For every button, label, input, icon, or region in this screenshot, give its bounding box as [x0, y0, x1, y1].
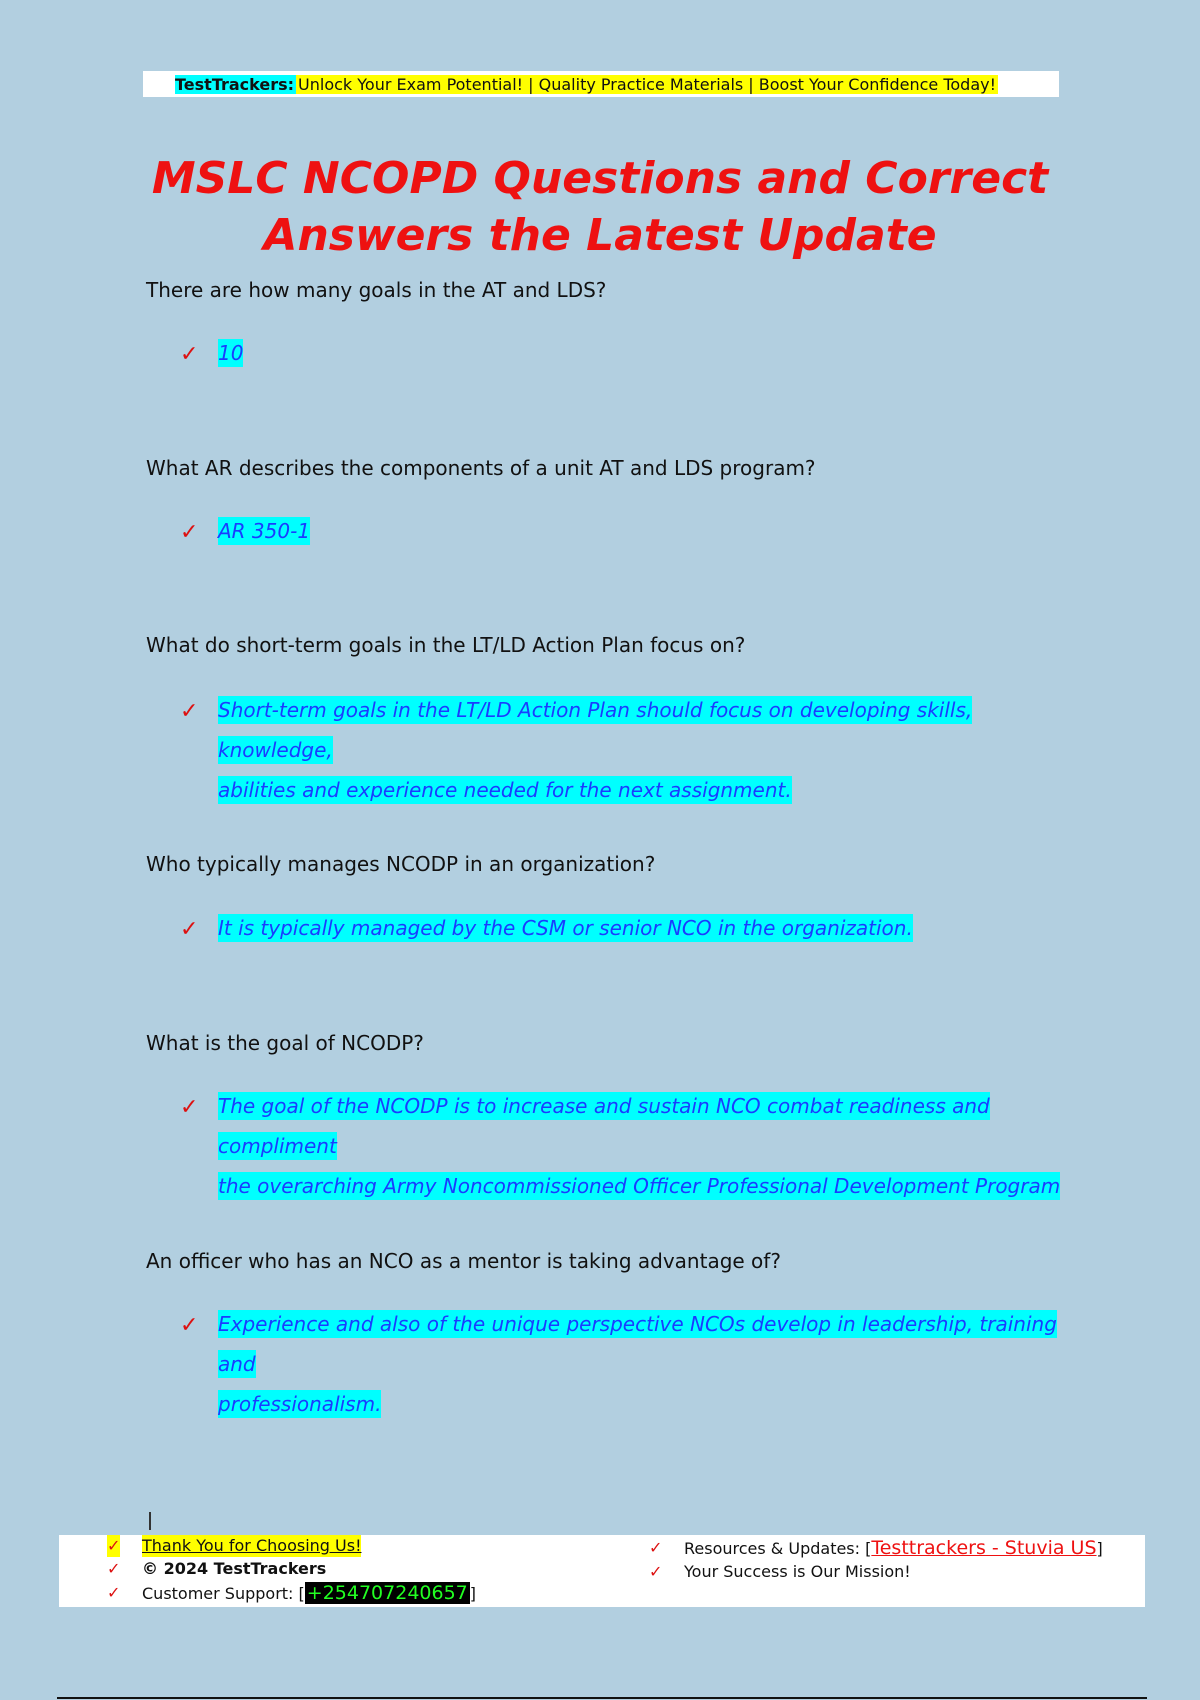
support-phone[interactable]: +254707240657 [306, 1582, 468, 1604]
check-mark-icon: ✓ [107, 1583, 121, 1602]
banner-brand: TestTrackers: [175, 74, 295, 94]
text-cursor [149, 1512, 151, 1530]
check-mark-icon: ✓ [649, 1538, 663, 1557]
check-mark-icon: ✓ [107, 1559, 121, 1578]
answer-6-line-2: professionalism. [218, 1392, 382, 1416]
question-6: An officer who has an NCO as a mentor is taking advantage of? [146, 1249, 781, 1273]
check-mark-icon: ✓ [180, 699, 199, 724]
answer-3-line-1: Short-term goals in the LT/LD Action Plan should focus on developing skills, knowledge, [218, 698, 973, 762]
page-title [100, 150, 1100, 264]
check-mark-icon: ✓ [180, 917, 199, 942]
footer: ✓ Thank You for Choosing Us! ✓ © 2024 TestTrackers ✓ Customer Support: [ +254707240657 ] ✓ Resources & Updates: [Testtrackers - Stuvia US] ✓ Your Success is Our Mission! [59, 1535, 1145, 1607]
question-5: What is the goal of NCODP? [146, 1031, 424, 1055]
check-mark-icon: ✓ [107, 1536, 121, 1555]
check-mark-icon: ✓ [180, 520, 199, 545]
question-4: Who typically manages NCODP in an organization? [146, 852, 656, 876]
check-mark-icon: ✓ [180, 1095, 199, 1120]
check-mark-icon: ✓ [180, 342, 199, 367]
question-1: There are how many goals in the AT and LDS? [146, 278, 607, 302]
check-mark-icon: ✓ [180, 1313, 199, 1338]
answer-5-line-1: The goal of the NCODP is to increase and sustain NCO combat readiness and compliment [218, 1094, 990, 1158]
answer-2-line-1: AR 350-1 [218, 519, 311, 543]
page-title-line-1: MSLC NCOPD Questions and Correct [151, 153, 1049, 204]
page-divider [57, 1697, 1147, 1699]
answer-1-line-1: 10 [218, 341, 244, 365]
banner-tagline: Unlock Your Exam Potential! | Quality Practice Materials | Boost Your Confidence Today! [298, 74, 997, 94]
check-mark-icon: ✓ [649, 1562, 663, 1581]
answer-3-line-2: abilities and experience needed for the next assignment. [218, 778, 792, 802]
header-banner [143, 71, 1059, 97]
answer-5-line-2: the overarching Army Noncommissioned Officer Professional Development Program [218, 1174, 1061, 1198]
question-2: What AR describes the components of a unit AT and LDS program? [146, 456, 816, 480]
answer-6-line-1: Experience and also of the unique perspective NCOs develop in leadership, training and [218, 1312, 1057, 1376]
question-3: What do short-term goals in the LT/LD Action Plan focus on? [146, 633, 746, 657]
resources-link[interactable]: Testtrackers - Stuvia US [871, 1537, 1097, 1559]
answer-4-line-1: It is typically managed by the CSM or senior NCO in the organization. [218, 916, 913, 940]
page-title-line-2: Answers the Latest Update [263, 210, 937, 261]
